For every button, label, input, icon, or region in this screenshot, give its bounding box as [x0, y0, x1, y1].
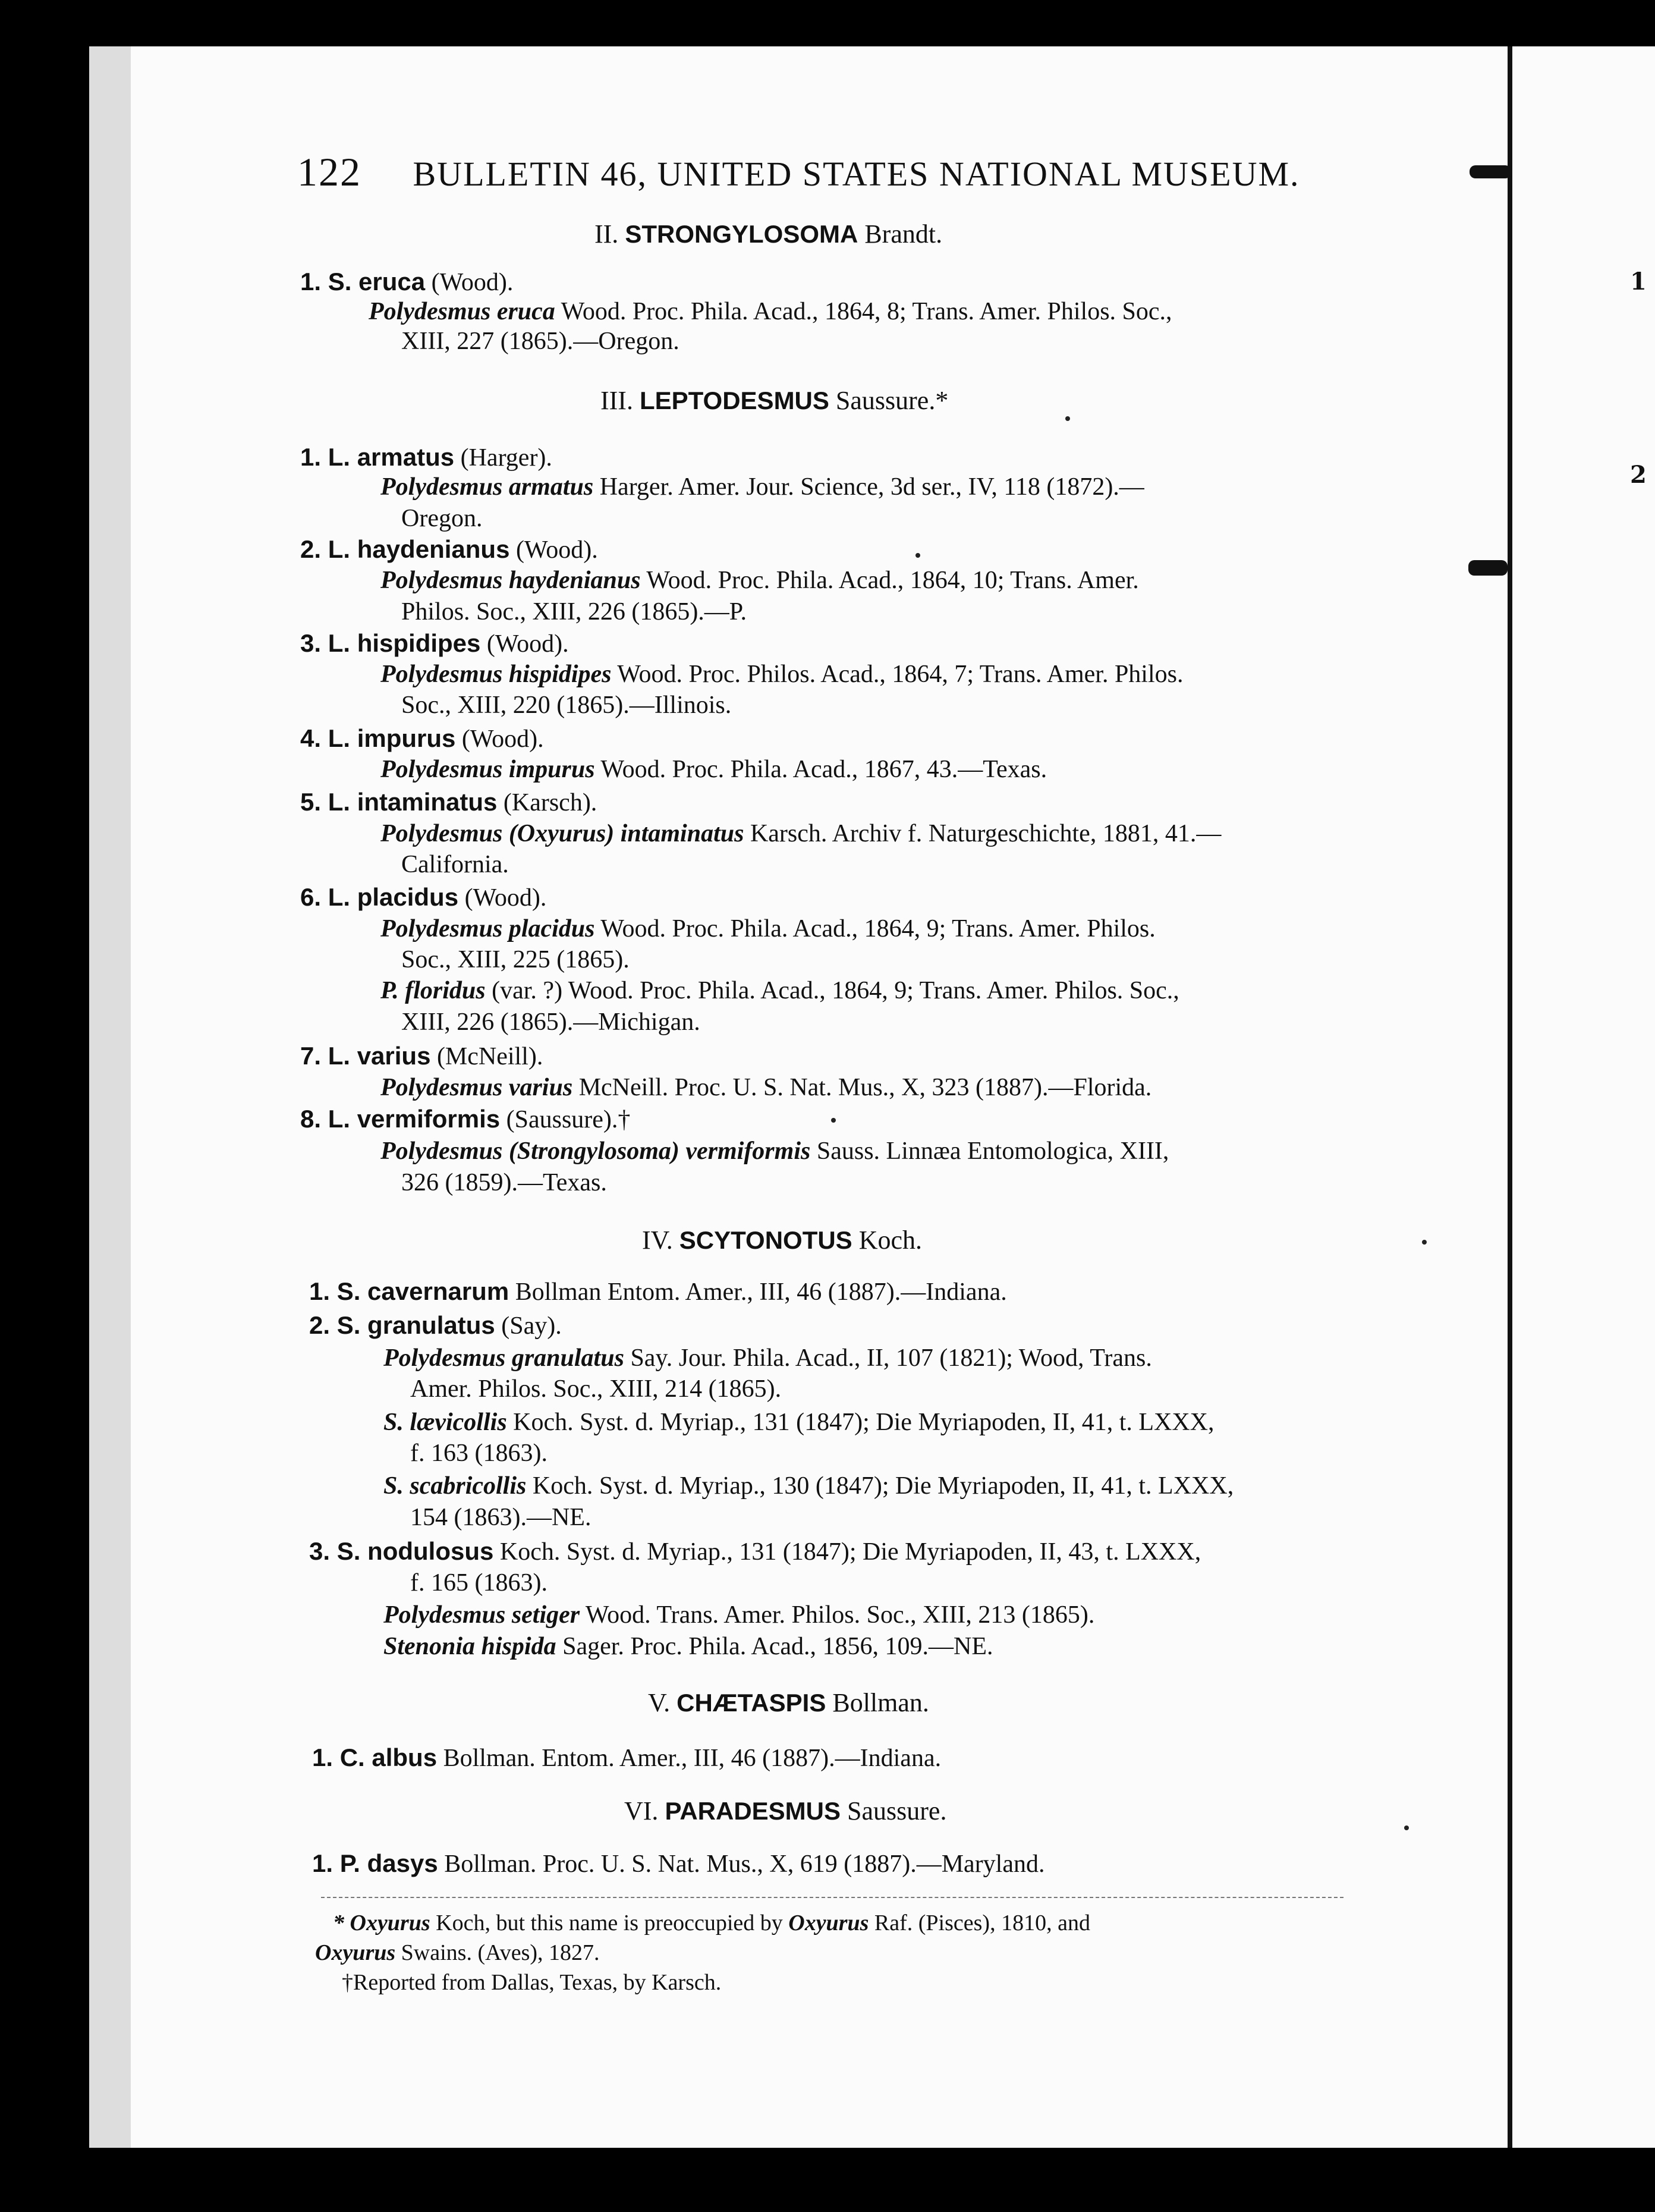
running-header: [297, 149, 1300, 196]
facing-page-char-2: 2: [1630, 461, 1647, 489]
species-entry: 3. S. nodulosus Koch. Syst. d. Myriap., 131 (1847); Die Myriapoden, II, 43, t. LXXX,: [309, 1537, 1201, 1566]
synonym-citation: Polydesmus eruca Wood. Proc. Phila. Acad., 1864, 8; Trans. Amer. Philos. Soc.,: [369, 298, 1172, 325]
section-heading: IV. SCYTONOTUS Koch.: [642, 1226, 923, 1255]
species-entry: 3. L. hispidipes (Wood).: [300, 629, 569, 658]
genus-name: SCYTONOTUS: [679, 1226, 852, 1254]
species-entry: 1. C. albus Bollman. Entom. Amer., III, 46 (1887).—Indiana.: [312, 1743, 942, 1772]
citation-continuation: Amer. Philos. Soc., XIII, 214 (1865).: [410, 1375, 782, 1403]
print-speck: [1404, 1825, 1409, 1830]
citation-continuation: XIII, 227 (1865).—Oregon.: [401, 328, 679, 355]
synonym-citation: Polydesmus hispidipes Wood. Proc. Philos. Acad., 1864, 7; Trans. Amer. Philos.: [380, 661, 1184, 688]
synonym-citation: S. scabricollis Koch. Syst. d. Myriap., 130 (1847); Die Myriapoden, II, 41, t. LXXX,: [383, 1472, 1234, 1500]
species-entry: 4. L. impurus (Wood).: [300, 724, 544, 753]
synonym-citation: Polydesmus haydenianus Wood. Proc. Phila. Acad., 1864, 10; Trans. Amer.: [380, 567, 1139, 594]
genus-name: LEPTODESMUS: [639, 387, 829, 414]
footnote-rule: [321, 1897, 1343, 1898]
synonym-citation: Stenonia hispida Sager. Proc. Phila. Acad., 1856, 109.—NE.: [383, 1633, 993, 1660]
print-speck: [1065, 416, 1070, 421]
citation-continuation: 154 (1863).—NE.: [410, 1504, 591, 1531]
citation-continuation: Soc., XIII, 225 (1865).: [401, 946, 630, 973]
species-entry: 7. L. varius (McNeill).: [300, 1042, 543, 1070]
section-heading: V. CHÆTASPIS Bollman.: [648, 1688, 929, 1717]
species-entry: 6. L. placidus (Wood).: [300, 883, 547, 912]
print-speck: [915, 553, 920, 558]
print-speck: [831, 1118, 836, 1123]
species-entry: 8. L. vermiformis (Saussure).†: [300, 1105, 631, 1133]
footnote: * Oxyurus Koch, but this name is preoccupied by Oxyurus Raf. (Pisces), 1810, and: [333, 1911, 1090, 1936]
bulletin-title: BULLETIN 46, UNITED STATES NATIONAL MUSEUM.: [413, 155, 1300, 193]
facing-page-char-1: 1: [1630, 268, 1647, 296]
species-entry: 1. L. armatus (Harger).: [300, 443, 552, 472]
citation-continuation: f. 163 (1863).: [410, 1440, 548, 1467]
species-entry: 1. S. eruca (Wood).: [300, 268, 514, 296]
section-heading: VI. PARADESMUS Saussure.: [624, 1796, 947, 1825]
synonym-citation: Polydesmus granulatus Say. Jour. Phila. Acad., II, 107 (1821); Wood, Trans.: [383, 1344, 1152, 1372]
citation-continuation: Philos. Soc., XIII, 226 (1865).—P.: [401, 598, 747, 626]
footnote: †Reported from Dallas, Texas, by Karsch.: [342, 1970, 722, 1995]
section-heading: III. LEPTODESMUS Saussure.*: [600, 386, 949, 415]
synonym-citation: Polydesmus placidus Wood. Proc. Phila. Acad., 1864, 9; Trans. Amer. Philos.: [380, 915, 1156, 942]
synonym-citation: Polydesmus armatus Harger. Amer. Jour. Science, 3d ser., IV, 118 (1872).—: [380, 473, 1144, 501]
citation-continuation: 326 (1859).—Texas.: [401, 1169, 607, 1196]
species-entry: 1. S. cavernarum Bollman Entom. Amer., III, 46 (1887).—Indiana.: [309, 1277, 1007, 1306]
citation-continuation: f. 165 (1863).: [410, 1569, 548, 1597]
synonym-citation: Polydesmus (Strongylosoma) vermiformis Sauss. Linnæa Entomologica, XIII,: [380, 1138, 1169, 1165]
citation-continuation: California.: [401, 851, 509, 878]
synonym-citation: Polydesmus setiger Wood. Trans. Amer. Philos. Soc., XIII, 213 (1865).: [383, 1601, 1095, 1629]
footnote-continuation: Oxyurus Swains. (Aves), 1827.: [315, 1940, 600, 1965]
genus-name: STRONGYLOSOMA: [625, 220, 858, 248]
genus-name: PARADESMUS: [665, 1797, 841, 1825]
species-entry: 2. S. granulatus (Say).: [309, 1311, 562, 1340]
print-speck: [1422, 1240, 1427, 1245]
species-entry: 1. P. dasys Bollman. Proc. U. S. Nat. Mus., X, 619 (1887).—Maryland.: [312, 1849, 1045, 1878]
species-entry: 5. L. intaminatus (Karsch).: [300, 788, 597, 816]
page-number: 122: [297, 149, 361, 194]
citation-continuation: Oregon.: [401, 505, 483, 532]
citation-continuation: Soc., XIII, 220 (1865).—Illinois.: [401, 692, 732, 719]
citation-continuation: XIII, 226 (1865).—Michigan.: [401, 1008, 700, 1036]
synonym-citation: Polydesmus (Oxyurus) intaminatus Karsch. Archiv f. Naturgeschichte, 1881, 41.—: [380, 820, 1222, 847]
synonym-citation: Polydesmus impurus Wood. Proc. Phila. Acad., 1867, 43.—Texas.: [380, 756, 1047, 783]
synonym-citation: S. lævicollis Koch. Syst. d. Myriap., 131 (1847); Die Myriapoden, II, 41, t. LXXX,: [383, 1409, 1214, 1436]
genus-name: CHÆTASPIS: [677, 1689, 826, 1717]
section-heading: II. STRONGYLOSOMA Brandt.: [594, 219, 943, 249]
species-entry: 2. L. haydenianus (Wood).: [300, 535, 598, 564]
synonym-citation: Polydesmus varius McNeill. Proc. U. S. Nat. Mus., X, 323 (1887).—Florida.: [380, 1074, 1152, 1101]
synonym-citation: P. floridus (var. ?) Wood. Proc. Phila. Acad., 1864, 9; Trans. Amer. Philos. Soc.,: [380, 977, 1179, 1004]
